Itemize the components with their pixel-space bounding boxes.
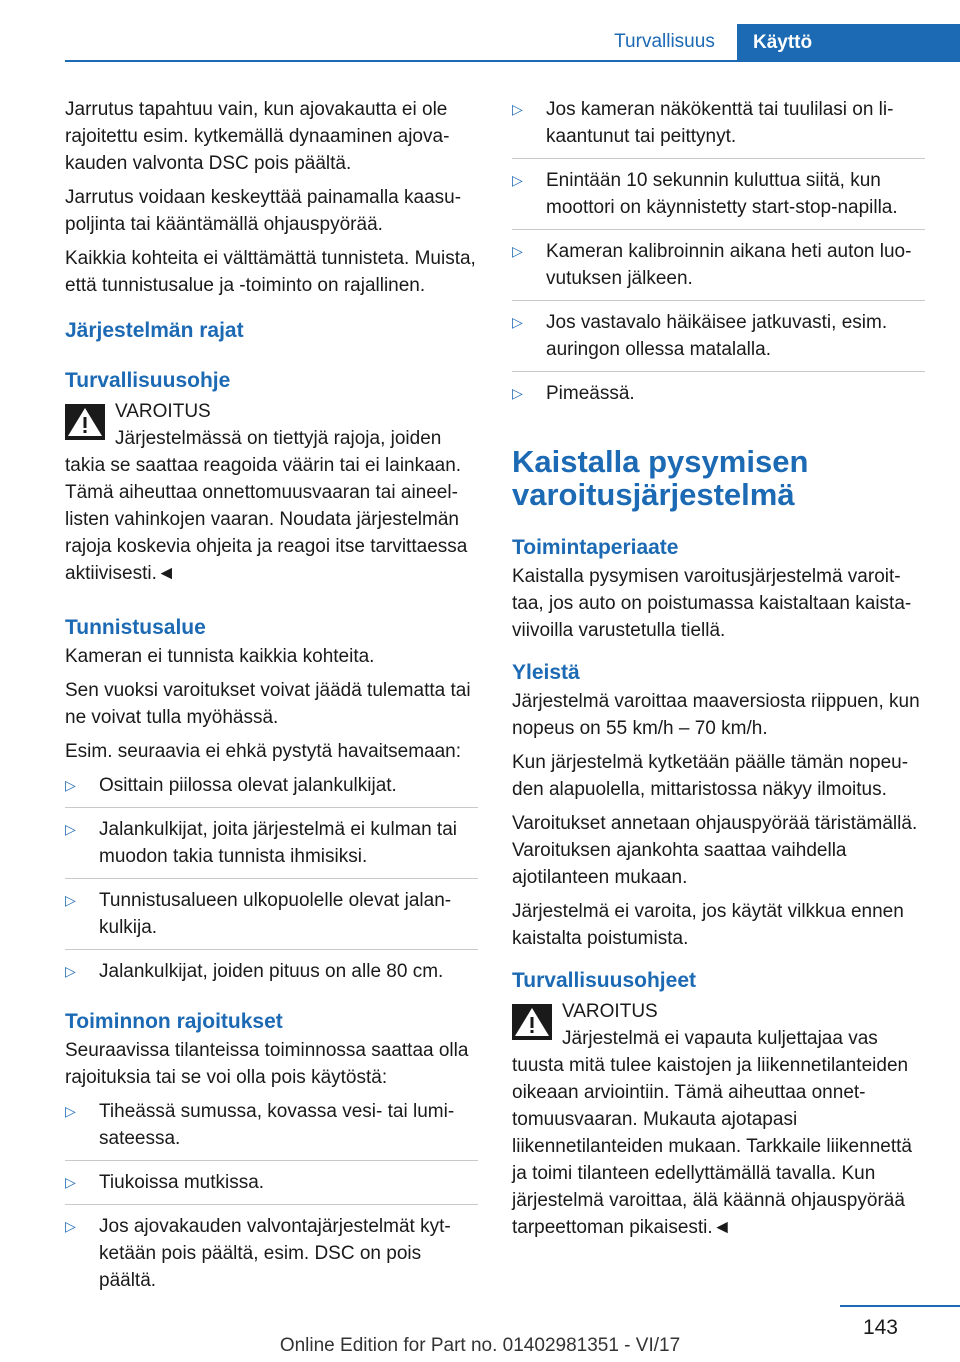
paragraph: Kaikkia kohteita ei välttämättä tunnisteta. Muista, että tunnistusalue ja -toiminto on rajallinen. <box>65 248 476 296</box>
paragraph: Järjestelmä varoittaa maaversiosta riippuen, kun nopeus on 55 km/h – 70 km/h. <box>512 691 920 739</box>
paragraph: Seuraavissa tilanteissa toiminnossa saattaa olla rajoituksia tai se voi olla pois käytöstä: <box>65 1040 469 1088</box>
triangle-right-icon: ▷ <box>65 963 76 979</box>
triangle-right-icon: ▷ <box>512 243 523 259</box>
warning-title: VAROITUS <box>562 1001 658 1022</box>
triangle-right-icon: ▷ <box>65 1103 76 1119</box>
right-column <box>512 96 925 1241</box>
paragraph: Jarrutus tapahtuu vain, kun ajovakautta ei ole rajoitettu esim. kytkemällä dynaaminen ajovakauden valvonta DSC pois päältä. <box>65 99 450 174</box>
page-number: 143 <box>862 1316 898 1339</box>
list-item: ▷ Pimeässä. <box>512 380 925 415</box>
triangle-right-icon: ▷ <box>65 1218 76 1234</box>
list-item: ▷ Tunnistusalueen ulkopuolelle olevat jalankulkija. <box>65 887 478 950</box>
triangle-right-icon: ▷ <box>65 1174 76 1190</box>
list-item: ▷ Jos vastavalo häikäisee jatkuvasti, esim. auringon ollessa matalalla. <box>512 309 925 372</box>
list-item: ▷ Jos kameran näkökenttä tai tuulilasi on likaantunut tai peittynyt. <box>512 96 925 159</box>
paragraph: Sen vuoksi varoitukset voivat jäädä tulematta tai ne voivat tulla myöhässä. <box>65 680 471 728</box>
warning-text: tuusta mitä tulee kaistojen ja liikennetilanteiden oikeaan arviointiin. Tämä aiheuttaa onnettomuusvaaran. Mukauta ajotapasi liikennetilanteiden mukaan. Tarkkaile liikennettä ja toimi tilanteen edellyttämällä tavalla. Kun järjestelmä varoittaa, älä käännä ohjauspyörää tarpeettoman pikaisesti.◄ <box>512 1055 912 1238</box>
heading-general: Yleistä <box>512 661 580 684</box>
warning-text: takia se saattaa reagoida väärin tai ei lainkaan. Tämä aiheuttaa onnettomuusvaaran tai aineellisten vahinkojen vaaran. Noudata järjestelmän rajoja koskevia ohjeita ja reagoi itse tarvittaessa aktiivisesti.◄ <box>65 455 468 584</box>
heading-principle: Toimintaperiaate <box>512 536 679 559</box>
header-section: Turvallisuus <box>614 31 715 52</box>
paragraph: Esim. seuraavia ei ehkä pystytä havaitsemaan: <box>65 741 462 762</box>
paragraph: Järjestelmä ei varoita, jos käytät vilkkua ennen kaistalta poistumista. <box>512 901 904 949</box>
footer-edition: Online Edition for Part no. 01402981351 - VI/17 <box>279 1335 681 1356</box>
paragraph: Jarrutus voidaan keskeyttää painamalla kaasupoljinta tai kääntämällä ohjauspyörää. <box>65 187 462 235</box>
triangle-right-icon: ▷ <box>65 821 76 837</box>
list-item: ▷ Kameran kalibroinnin aikana heti auton luovutuksen jälkeen. <box>512 238 925 301</box>
header-rule <box>65 60 960 62</box>
triangle-right-icon: ▷ <box>512 172 523 188</box>
function-limits-list <box>65 1098 478 1302</box>
section-title: Kaistalla pysymisen varoitusjärjestelmä <box>512 444 809 512</box>
heading-system-limits: Järjestelmän rajat <box>65 319 244 342</box>
footer-rule <box>840 1305 960 1307</box>
paragraph: Kun järjestelmä kytketään päälle tämän nopeuden alapuolella, mittaristossa näkyy ilmoitus. <box>512 752 909 800</box>
list-item: ▷ Enintään 10 sekunnin kuluttua siitä, kun moottori on käynnistetty start-stop-napilla. <box>512 167 925 230</box>
list-item: ▷ Osittain piilossa olevat jalankulkijat. <box>65 772 478 808</box>
detection-list <box>65 772 478 993</box>
triangle-right-icon: ▷ <box>512 101 523 117</box>
warning-block <box>512 998 925 1241</box>
paragraph: Kameran ei tunnista kaikkia kohteita. <box>65 646 375 667</box>
warning-title: VAROITUS <box>115 401 211 422</box>
list-item: ▷ Tiheässä sumussa, kovassa vesi- tai lumisateessa. <box>65 1098 478 1161</box>
warning-text-first-line: Järjestelmä ei vapauta kuljettajaa vas <box>562 1028 878 1049</box>
paragraph: Varoitukset annetaan ohjauspyörää täristämällä. Varoituksen ajankohta saattaa vaihdella ajotilanteen mukaan. <box>512 813 918 888</box>
heading-detection-range: Tunnistusalue <box>65 616 206 639</box>
heading-safety-notes: Turvallisuusohjeet <box>512 969 696 992</box>
function-limits-list-continued <box>512 96 925 415</box>
triangle-right-icon: ▷ <box>512 385 523 401</box>
header-chapter: Käyttö <box>737 24 960 62</box>
list-item: ▷ Jalankulkijat, joiden pituus on alle 80 cm. <box>65 958 478 993</box>
left-column <box>65 96 478 1310</box>
triangle-right-icon: ▷ <box>65 777 76 793</box>
paragraph: Kaistalla pysymisen varoitusjärjestelmä varoittaa, jos auto on poistumassa kaistaltaan kaistaviivoilla varustetulla tiellä. <box>512 566 912 641</box>
warning-icon <box>65 404 105 440</box>
heading-safety-note: Turvallisuusohje <box>65 369 231 392</box>
triangle-right-icon: ▷ <box>65 892 76 908</box>
list-item: ▷ Jos ajovakauden valvontajärjestelmät kytketään pois päältä, esim. DSC on pois päältä. <box>65 1213 478 1302</box>
triangle-right-icon: ▷ <box>512 314 523 330</box>
heading-function-limits: Toiminnon rajoitukset <box>65 1010 283 1033</box>
list-item: ▷ Jalankulkijat, joita järjestelmä ei kulman tai muodon takia tunnista ihmisiksi. <box>65 816 478 879</box>
warning-block <box>65 398 478 587</box>
warning-text-first-line: Järjestelmässä on tiettyjä rajoja, joiden <box>115 428 442 449</box>
warning-icon <box>512 1004 552 1040</box>
list-item: ▷ Tiukoissa mutkissa. <box>65 1169 478 1205</box>
